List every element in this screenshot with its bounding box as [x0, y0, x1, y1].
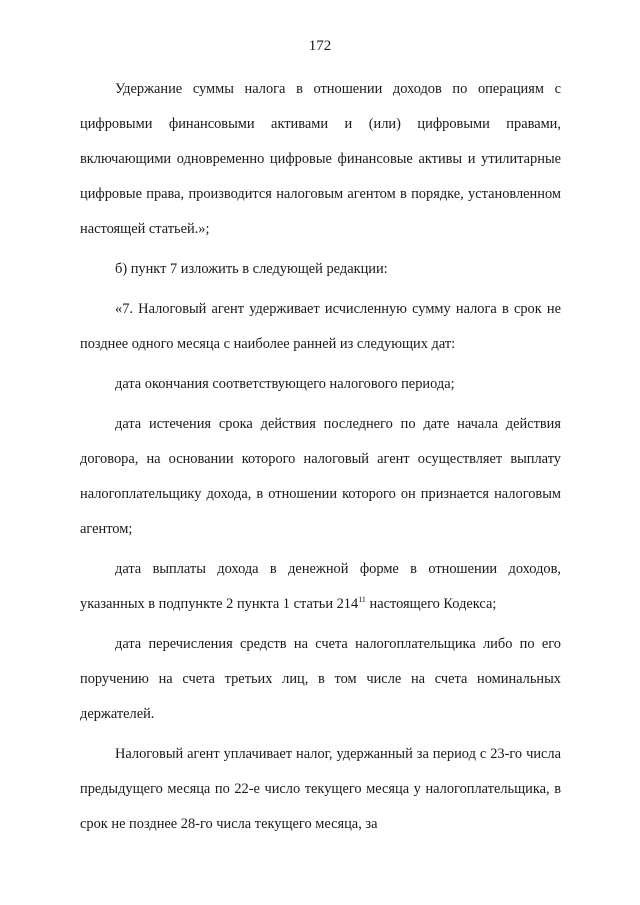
paragraph: дата окончания соответствующего налогового периода;: [115, 376, 455, 392]
paragraph: [80, 552, 561, 622]
paragraph: Удержание суммы налога в отношении доходов по операциям с цифровыми финансовыми активами и (или) цифровыми правами, включающими одновременно цифровые финансовые активы и утилитарные цифровые права, производится налоговым агентом в порядке, установленном настоящей статьей.»;: [80, 81, 561, 237]
paragraph: дата перечисления средств на счета налогоплательщика либо по его поручению на счета третьих лиц, в том числе на счета номинальных держателей.: [80, 636, 561, 722]
paragraph: б) пункт 7 изложить в следующей редакции:: [115, 261, 388, 277]
paragraph-text: дата выплаты дохода в денежной форме в отношении доходов, указанных в подпункте 2 пункта 1 статьи 214: [80, 561, 561, 612]
page-number: 172: [308, 38, 332, 54]
paragraph: дата истечения срока действия последнего по дате начала действия договора, на основании которого налоговый агент осуществляет выплату налогоплательщику дохода, в отношении которого он признается налоговым агентом;: [80, 416, 561, 537]
paragraph: «7. Налоговый агент удерживает исчисленную сумму налога в срок не позднее одного месяца с наиболее ранней из следующих дат:: [80, 301, 561, 352]
paragraph-text: настоящего Кодекса;: [365, 596, 497, 612]
article-superscript: 11: [358, 595, 366, 604]
paragraph: Налоговый агент уплачивает налог, удержанный за период с 23-го числа предыдущего месяца по 22-е число текущего месяца у налогоплательщика, в срок не позднее 28-го числа текущего месяца, за: [80, 746, 561, 832]
document-body: [80, 72, 561, 842]
